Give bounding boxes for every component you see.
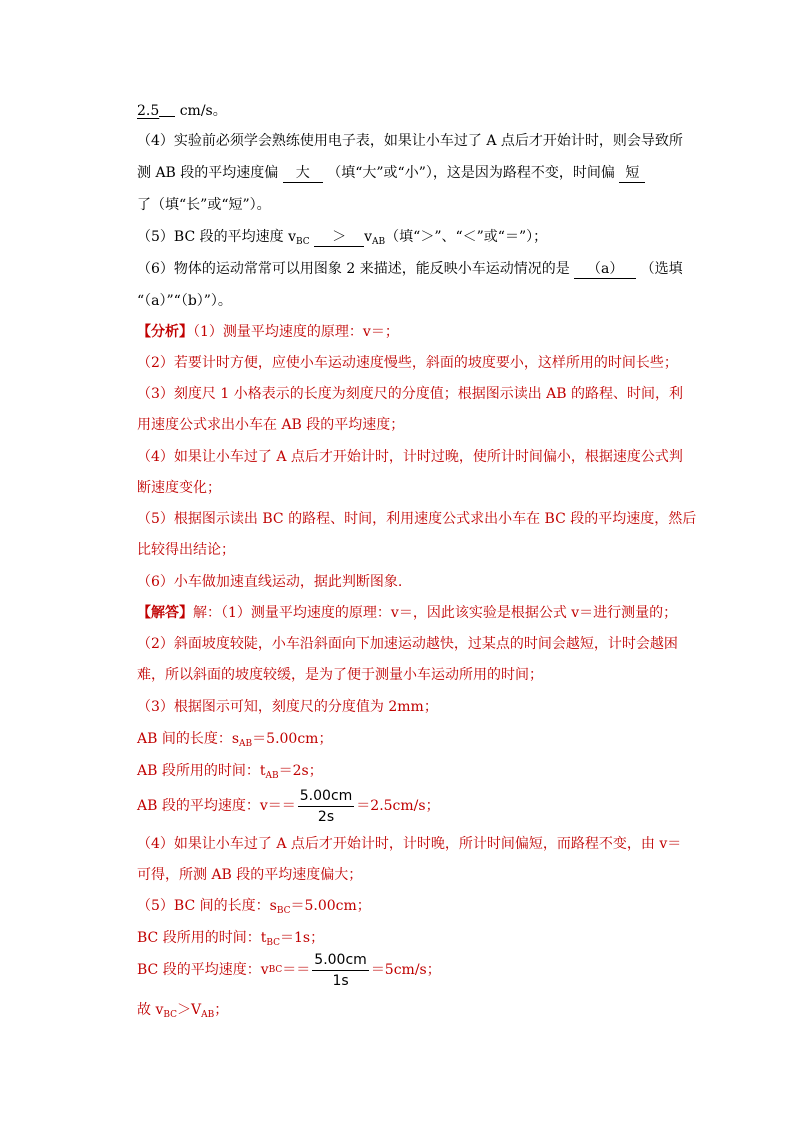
subscript: BC xyxy=(276,906,291,916)
text: AB 间的长度：s xyxy=(137,731,240,747)
solution-line-3: 难，所以斜面的坡度较缓，是为了便于测量小车运动所用的时间； xyxy=(137,667,543,683)
text: （5）BC 间的长度：s xyxy=(137,898,277,914)
text: 故 v xyxy=(137,1002,164,1018)
text: ＝5.00cm； xyxy=(252,731,333,747)
subscript: AB xyxy=(239,739,253,749)
analysis-line-1 xyxy=(137,322,399,342)
text: ＞V xyxy=(177,1002,202,1018)
text: （选填 xyxy=(640,261,683,277)
question-4-line-2 xyxy=(137,163,645,183)
answer-line-speed xyxy=(137,101,227,121)
solution-line-4: （3）根据图示可知，刻度尺的分度值为 2mm； xyxy=(137,699,438,715)
question-5-line xyxy=(137,227,547,247)
text: AB 段的平均速度：v＝＝ xyxy=(137,798,296,814)
analysis-line-5: （4）如果让小车过了 A 点后才开始计时，计时过晚，使所计时间偏小，根据速度公式判 xyxy=(137,449,683,465)
answer-blank: （a） xyxy=(574,260,636,279)
analysis-line-8: 比较得出结论； xyxy=(137,542,235,558)
text: BC 段的平均速度：v xyxy=(137,962,269,978)
answer-blank: 短 xyxy=(619,164,645,183)
text: 测 AB 段的平均速度偏 xyxy=(137,165,279,181)
analysis-line-4: 用速度公式求出小车在 AB 段的平均速度； xyxy=(137,417,405,433)
question-4-line-3: 了（填“长”或“短”）。 xyxy=(137,197,271,213)
question-6-line-2: “（a）”“（b）”）。 xyxy=(137,293,232,309)
text: ＝＝ xyxy=(282,962,311,978)
solution-line-q4-1: （4）如果让小车过了 A 点后才开始计时，计时晚，所计时间偏短，而路程不变，由 v＝ xyxy=(137,836,682,852)
fraction-denominator: 1s xyxy=(332,972,349,989)
text: AB 段所用的时间：t xyxy=(137,763,266,779)
analysis-line-6: 断速度变化； xyxy=(137,480,221,496)
text: ＝2s； xyxy=(278,763,323,779)
analysis-line-7: （5）根据图示读出 BC 的路程、时间，利用速度公式求出小车在 BC 段的平均速度，然后 xyxy=(137,511,697,527)
analysis-line-3: （3）刻度尺 1 小格表示的长度为刻度尺的分度值；根据图示读出 AB 的路程、时间，利 xyxy=(137,386,684,402)
solution-conclusion xyxy=(137,1000,228,1020)
subscript: BC xyxy=(295,237,310,247)
analysis-line-9: （6）小车做加速直线运动，据此判断图象. xyxy=(137,574,403,590)
solution-ab-speed xyxy=(137,786,440,826)
fraction-numerator: 5.00cm xyxy=(298,787,355,807)
solution-heading: 【解答】 xyxy=(137,605,193,621)
fraction xyxy=(312,951,369,990)
text: ＝1s； xyxy=(280,930,325,946)
subscript: AB xyxy=(372,237,386,247)
solution-line-q4-2: 可得，所测 AB 段的平均速度偏大； xyxy=(137,867,363,883)
question-4-line-1: （4）实验前必须学会熟练使用电子表，如果让小车过了 A 点后才开始计时，则会导致所 xyxy=(137,133,683,149)
analysis-heading: 【分析】 xyxy=(137,324,193,340)
analysis-line-2: （2）若要计时方便，应使小车运动速度慢些，斜面的坡度要小，这样所用的时间长些； xyxy=(137,355,678,371)
fraction-numerator: 5.00cm xyxy=(312,951,369,971)
solution-bc-length xyxy=(137,896,371,916)
subscript: BC xyxy=(163,1010,178,1020)
text: （填“＞”、“＜”或“＝”）； xyxy=(385,229,548,245)
subscript: AB xyxy=(201,1010,215,1020)
text: ＝2.5cm/s； xyxy=(356,798,440,814)
solution-bc-speed: BC 段的平均速度：v BC ＝＝ $\frac{5.00cm}{1s}$ ＝5cm/s； xyxy=(137,951,441,989)
text: 解：（1）测量平均速度的原理：v＝，因此该实验是根据公式 v＝进行测量的； xyxy=(193,605,678,621)
question-6-line-1 xyxy=(137,259,683,279)
unit-text: cm/s。 xyxy=(179,103,227,119)
solution-ab-length xyxy=(137,729,332,749)
text: BC 段所用的时间：t xyxy=(137,930,267,946)
text: （填“大”或“小”），这是因为路程不变，时间偏 xyxy=(327,165,615,181)
solution-line-2: （2）斜面坡度较陡，小车沿斜面向下加速运动越快，过某点的时间会越短，计时会越困 xyxy=(137,636,678,652)
text: （5）BC 段的平均速度 v xyxy=(137,229,296,245)
text: v xyxy=(364,229,373,245)
solution-ab-time xyxy=(137,761,323,781)
solution-bc-time xyxy=(137,928,324,948)
text: ＝5.00cm； xyxy=(290,898,371,914)
answer-blank-underline xyxy=(159,102,175,117)
answer-blank: 大 xyxy=(283,164,323,183)
solution-line-1 xyxy=(137,603,677,623)
text: （1）测量平均速度的原理：v＝； xyxy=(193,324,399,340)
subscript: BC xyxy=(266,938,281,948)
subscript: AB xyxy=(265,771,279,781)
fraction-denominator: 2s xyxy=(317,808,335,825)
text: （6）物体的运动常常可以用图象 2 来描述，能反映小车运动情况的是 xyxy=(137,261,570,277)
answer-blank: 2.5 xyxy=(137,103,160,119)
text: ； xyxy=(214,1002,229,1018)
text: ＝5cm/s； xyxy=(370,962,441,978)
fraction xyxy=(298,787,355,826)
answer-blank: ＞ xyxy=(314,228,364,247)
